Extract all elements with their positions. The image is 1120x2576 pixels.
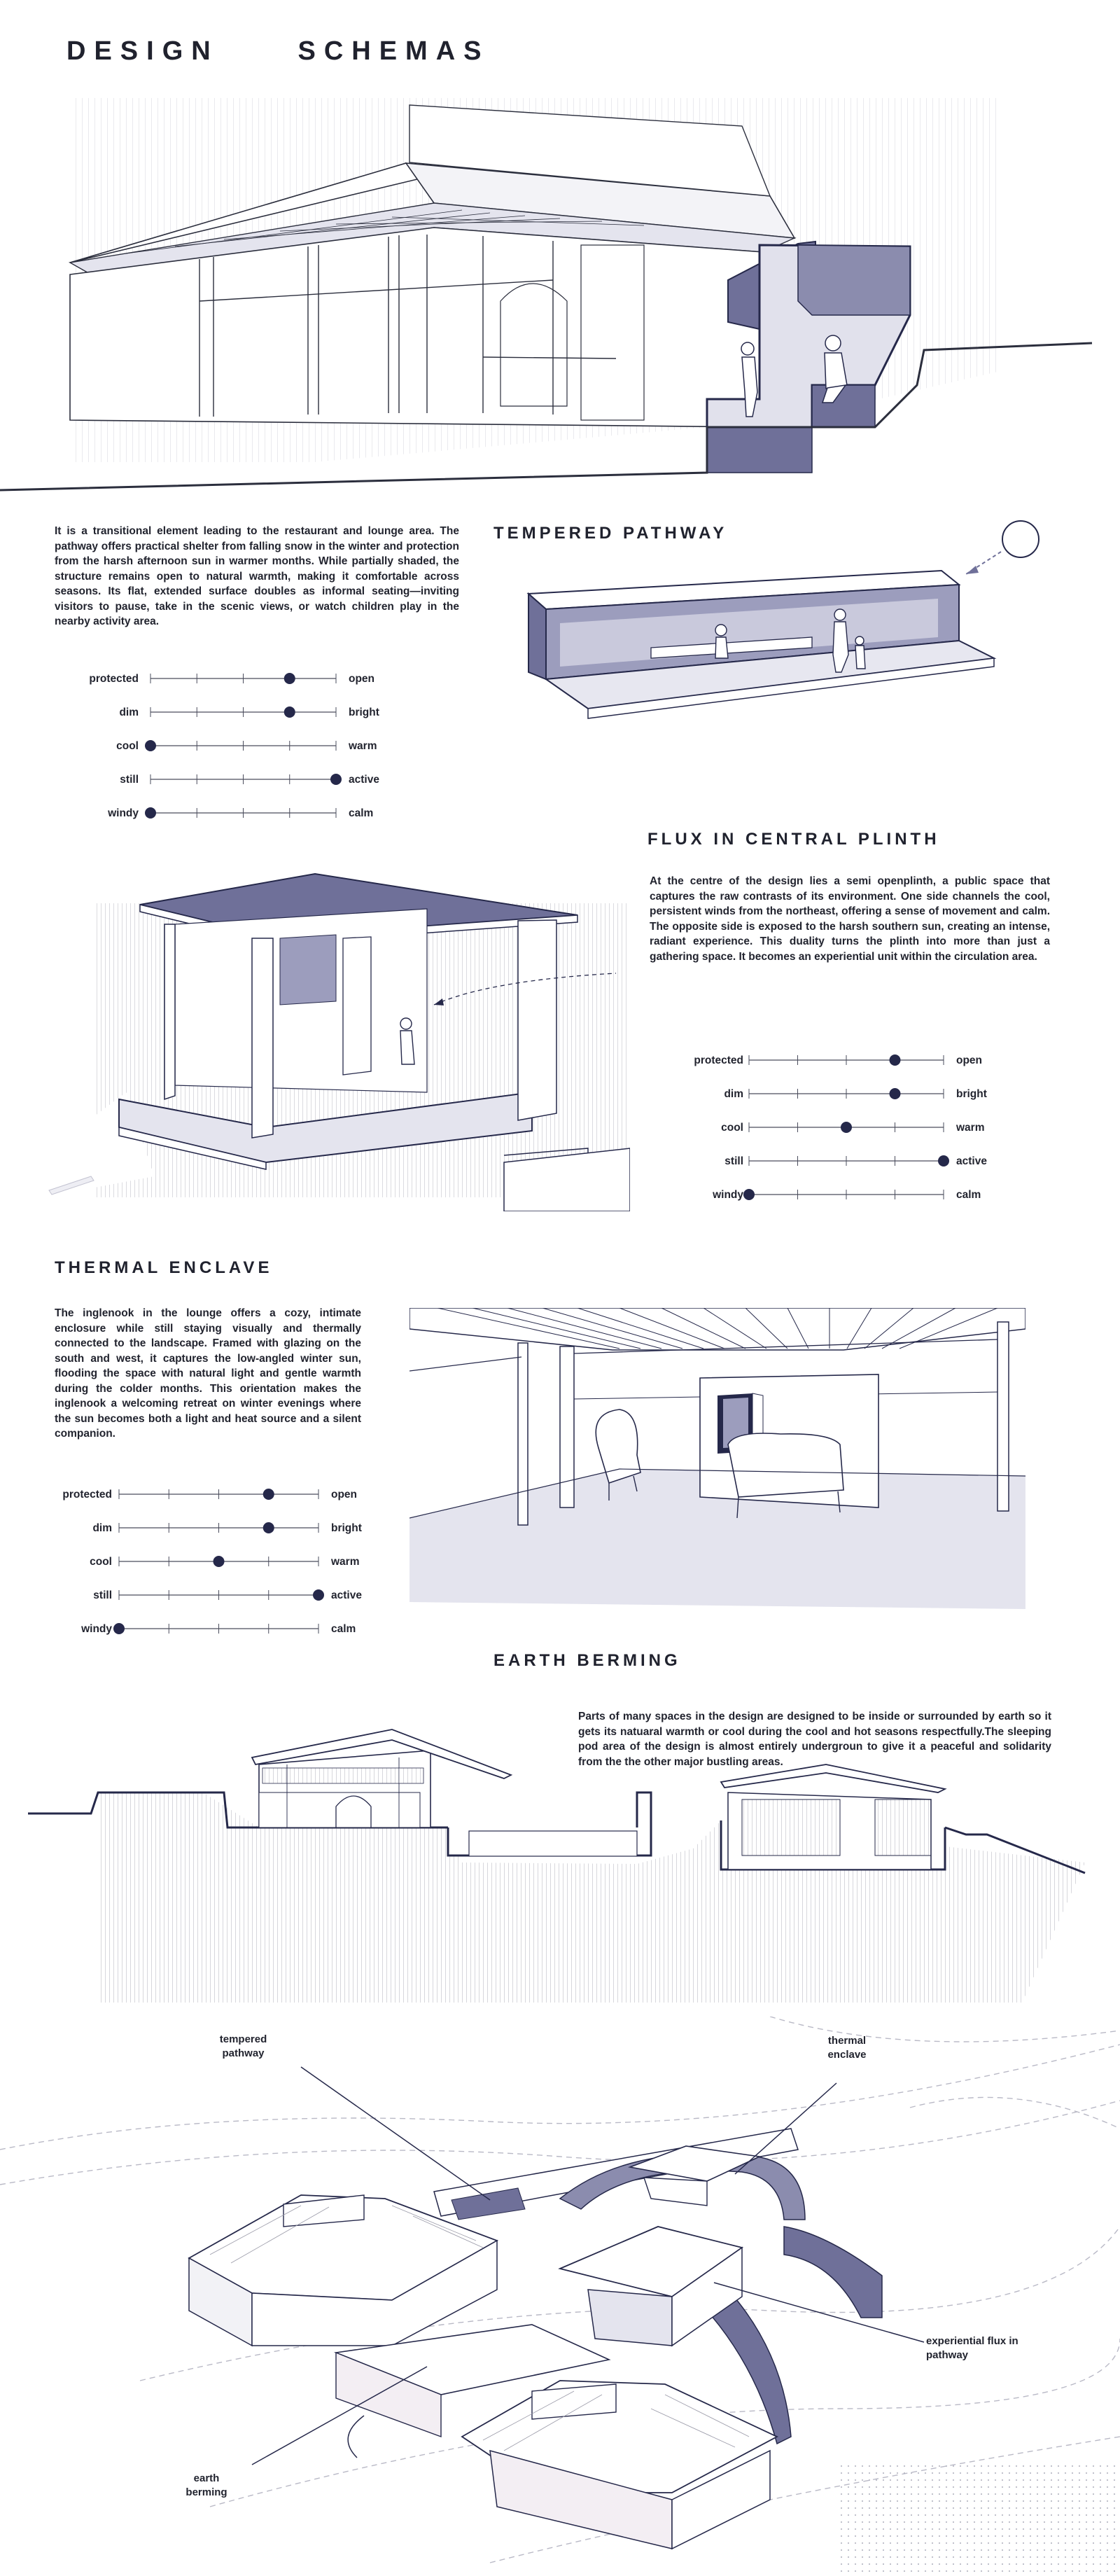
slider-marker [214,1556,225,1567]
slider-left-label: windy [108,807,139,819]
thermal-enclave-interior-drawing [410,1308,1026,1616]
earth-berming-title: EARTH BERMING [493,1651,681,1670]
slider-row [90,1556,359,1568]
flux-plinth-perspective-drawing [42,861,630,1211]
slider-right-label: warm [349,740,377,752]
slider-marker [841,1122,852,1133]
slider-left-label: still [120,774,139,786]
slider-marker [145,807,156,819]
callout-tempered-pathway: tempered pathway [219,2033,267,2059]
slider-marker [938,1155,949,1167]
slider-marker [263,1489,274,1500]
tempered-pathway-perspective-drawing [0,91,1120,504]
slider-left-label: still [93,1589,112,1601]
slider-right-label: active [349,774,379,786]
slider-left-label: protected [89,673,139,685]
slider-marker [890,1088,901,1099]
slider-marker [743,1189,755,1200]
slider-right-label: active [956,1155,987,1167]
slider-right-label: calm [331,1623,356,1635]
flux-plinth-description: At the centre of the design lies a semi openplinth, a public space that captures the raw contrasts of its environment. One side channels the cool, persistent winds from the northeast, offering a sense of movement and calm. The opposite side is exposed to the harsh southern sun, creating an intense, radiant experience. This duality turns the plinth into more than just a gathering space. It becomes an experiential unit within the circulation area. [650,875,1050,963]
earth-berming-section-drawing [21,1708,1092,2003]
flux-plinth-title: FLUX IN CENTRAL PLINTH [648,830,940,849]
slider-row [62,1489,357,1501]
sun-icon [1002,521,1039,557]
slider-row [107,807,373,819]
tempered-pathway-sliders [49,662,441,830]
slider-row [116,740,377,752]
thermal-enclave-sliders [49,1477,441,1645]
slider-left-label: protected [62,1489,112,1501]
slider-row [712,1189,981,1201]
slider-right-label: warm [331,1556,360,1568]
tempered-pathway-description: It is a transitional element leading to the restaurant and lounge area. The pathway offers practical shelter from falling snow in the winter and protection from the harsh afternoon sun in warmer months. While partially shaded, the structure remains open to natural warmth, making it comfortable across seasons. Its flat, extended surface doubles as informal seating—inviting visitors to pause, take in the scenic views, or watch children play in the nearby activity area. [55,525,459,627]
slider-row [92,1522,361,1534]
slider-left-label: windy [713,1189,743,1201]
slider-marker [890,1054,901,1066]
callout-thermal-enclave: thermal enclave [827,2035,867,2061]
thermal-enclave-description: The inglenook in the lounge offers a cozy, intimate enclosure while still staying visually and thermally connected to the landscape. Framed with glazing on the south and west, it captures the low-angled winter sun, flooding the space with natural light and gentle warmth during the colder months. This orientation makes the inglenook a welcoming retreat on winter evenings where the sun becomes both a light and heat source and a silent companion. [55,1307,361,1440]
aerial-site-drawing [0,2017,1120,2576]
slider-row [119,706,379,718]
slider-marker [330,774,342,785]
slider-right-label: bright [956,1088,987,1100]
slider-row [721,1122,984,1134]
slider-left-label: protected [694,1054,743,1066]
slider-row [694,1054,982,1066]
slider-row [89,673,374,685]
slider-marker [284,706,295,718]
slider-row [724,1088,986,1100]
debris-mark [42,1162,105,1197]
page-title: DESIGN SCHEMAS [66,36,490,66]
slider-left-label: still [724,1155,743,1167]
slider-marker [263,1522,274,1533]
tempered-pathway-section-drawing [518,511,1050,721]
slider-row [120,774,379,786]
slider-right-label: bright [349,706,379,718]
slider-left-label: dim [119,706,139,718]
slider-right-label: calm [956,1189,981,1201]
callout-earth-berming: earth berming [186,2472,227,2498]
slider-marker [313,1589,324,1601]
slider-left-label: windy [81,1623,112,1635]
slider-row [80,1623,356,1635]
slider-right-label: open [956,1054,983,1066]
slider-right-label: open [349,673,375,685]
thermal-enclave-title: THERMAL ENCLAVE [55,1258,273,1277]
slider-left-label: cool [90,1556,112,1568]
slider-left-label: cool [116,740,139,752]
slider-marker [113,1623,125,1634]
slider-left-label: dim [92,1522,112,1534]
slider-right-label: bright [331,1522,362,1534]
slider-right-label: calm [349,807,374,819]
tempered-pathway-title: TEMPERED PATHWAY [493,524,728,543]
slider-left-label: cool [721,1122,743,1134]
slider-right-label: active [331,1589,362,1601]
slider-row [724,1155,987,1167]
slider-right-label: warm [956,1122,985,1134]
slider-right-label: open [331,1489,358,1501]
callout-experiential-flux: experiential flux in pathway [926,2335,1018,2361]
flux-plinth-sliders [651,1043,1043,1211]
slider-marker [145,740,156,751]
slider-marker [284,673,295,684]
slider-row [93,1589,362,1601]
slider-left-label: dim [724,1088,743,1100]
earth-berming-description: Parts of many spaces in the design are designed to be inside or surrounded by earth so it gets its natuaral warmth or cool during the cool and hot seasons respectfully.The sleeping pod area of the design is almost entirely undergroun to give it a peaceful and solidarity from the the other major bustling areas. [578,1711,1051,1768]
